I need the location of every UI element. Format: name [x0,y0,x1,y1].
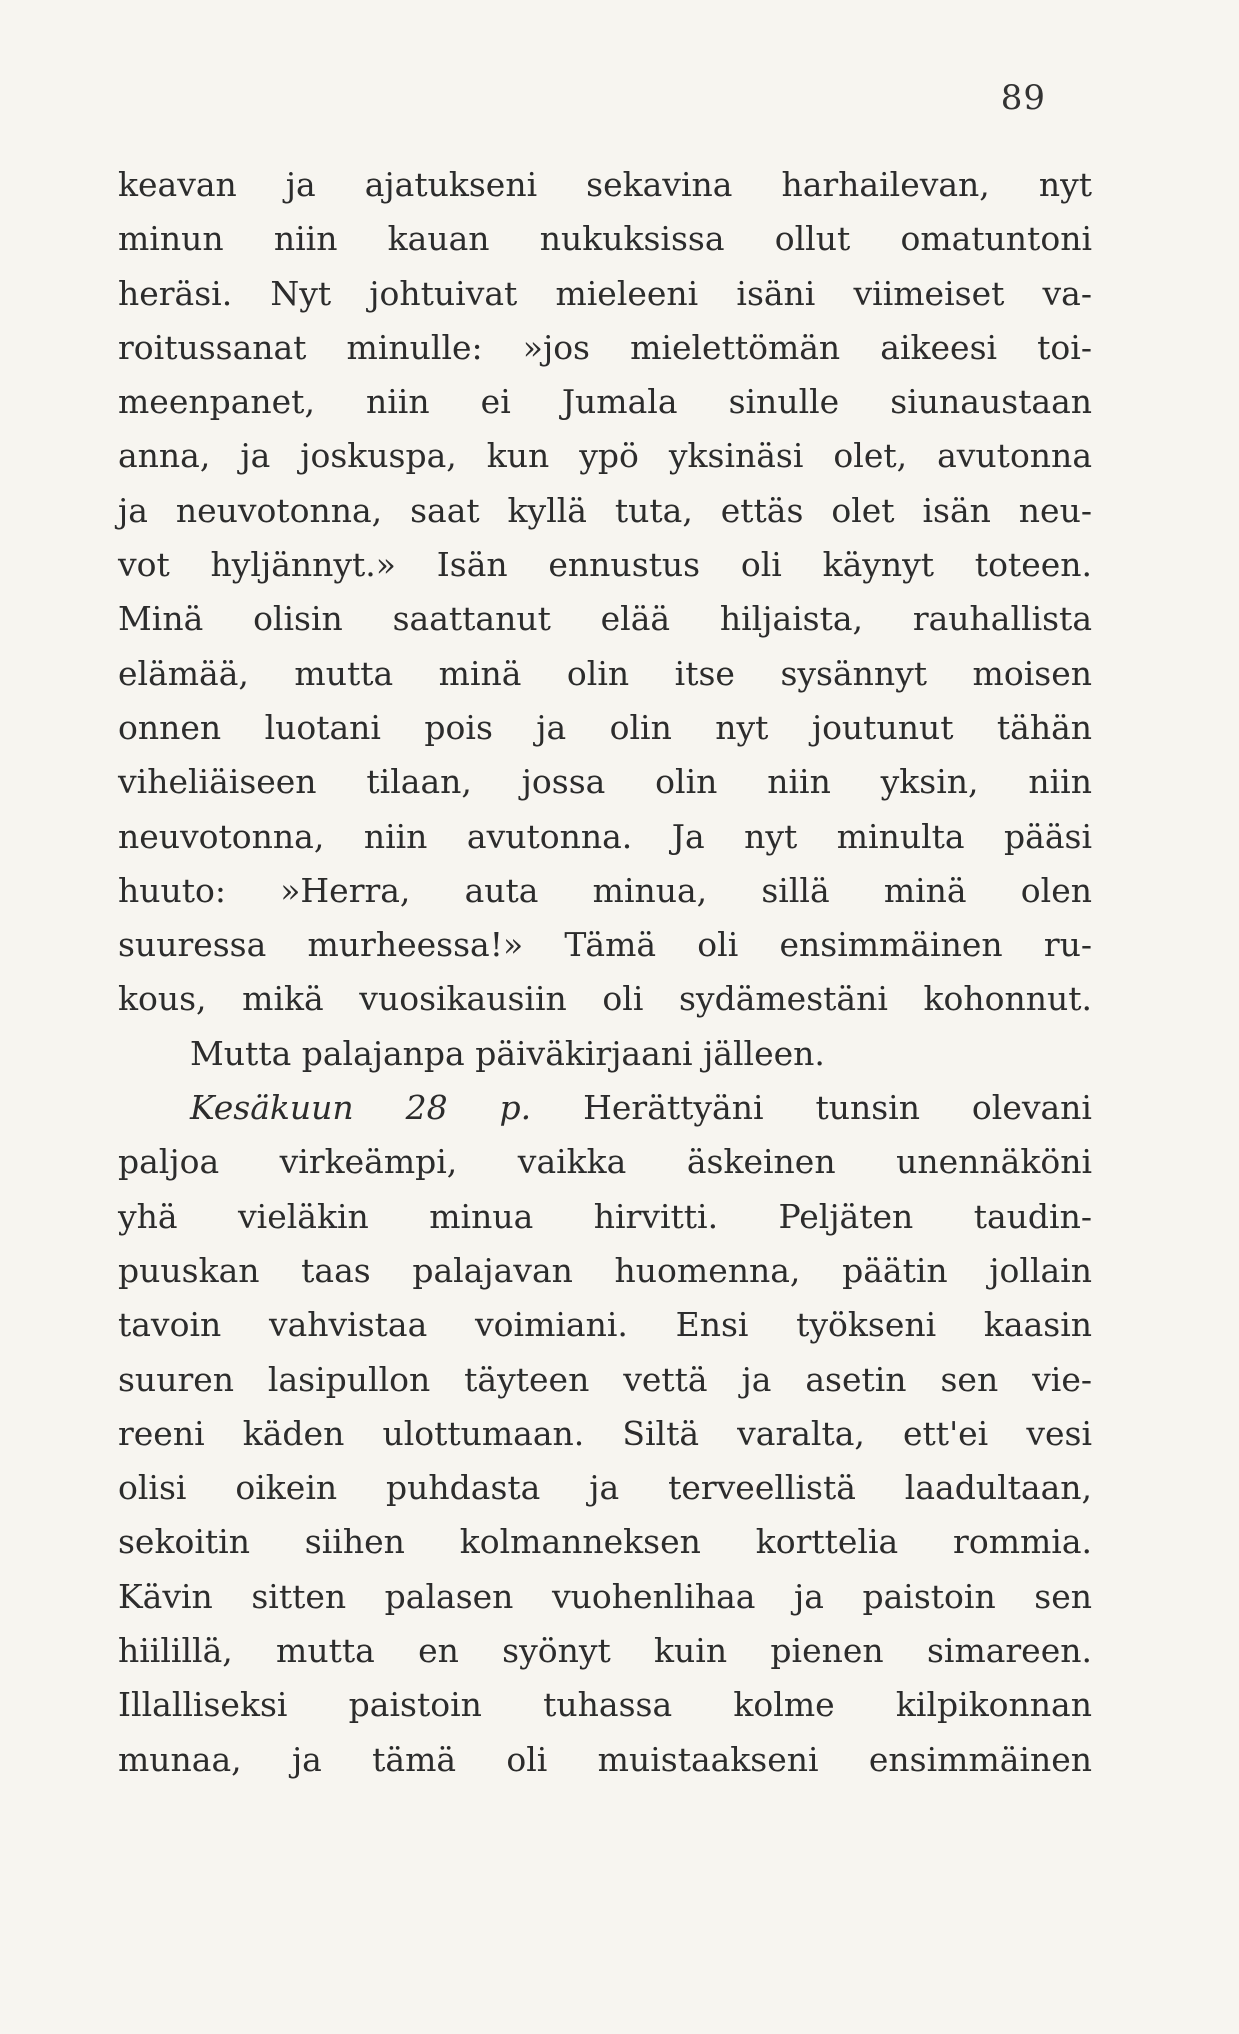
entry-date: Kesäkuun 28 p. [190,1088,532,1128]
text-line: paljoa virkeämpi, vaikka äskeinen unennäköni [118,1142,1092,1182]
text-line: elämää, mutta minä olin itse sysännyt moisen [118,653,1092,693]
text-line: puuskan taas palajavan huomenna, päätin jollain [118,1250,1092,1290]
text-line: suuressa murheessa!» Tämä oli ensimmäinen ru- [118,925,1092,965]
text-line: anna, ja joskuspa, kun ypö yksinäsi olet, avutonna [118,436,1092,476]
text-line: viheliäiseen tilaan, jossa olin niin yksin, niin [118,762,1092,802]
text-line: munaa, ja tämä oli muistaakseni ensimmäinen [118,1739,1092,1779]
text-line: vot hyljännyt.» Isän ennustus oli käynyt toteen. [118,545,1092,585]
text-line: ja neuvotonna, saat kyllä tuta, ettäs olet isän neu- [118,490,1092,530]
text-line: minun niin kauan nukuksissa ollut omatuntoni [118,219,1092,259]
text-line: hiilillä, mutta en syönyt kuin pienen simareen. [118,1631,1092,1671]
body-text [118,158,1092,1787]
text-line: meenpanet, niin ei Jumala sinulle siunaustaan [118,382,1092,422]
text-line: Illalliseksi paistoin tuhassa kolme kilpikonnan [118,1685,1092,1725]
text-line: heräsi. Nyt johtuivat mieleeni isäni viimeiset va- [118,273,1092,313]
text-line: olisi oikein puhdasta ja terveellistä laadultaan, [118,1468,1092,1508]
text-line: tavoin vahvistaa voimiani. Ensi työkseni kaasin [118,1305,1092,1345]
text-line: kous, mikä vuosikausiin oli sydämestäni kohonnut. [118,979,1092,1019]
text-line: reeni käden ulottumaan. Siltä varalta, ett'ei vesi [118,1413,1092,1453]
text-line: Kävin sitten palasen vuohenlihaa ja paistoin sen [118,1576,1092,1616]
text-line: suuren lasipullon täyteen vettä ja asetin sen vie- [118,1359,1092,1399]
page-number: 89 [1000,78,1046,118]
text-line: sekoitin siihen kolmanneksen korttelia rommia. [118,1522,1092,1562]
text-line: Mutta palajanpa päiväkirjaani jälleen. [190,1033,825,1073]
dated-entry-line [118,1081,1092,1135]
text-line: huuto: »Herra, auta minua, sillä minä olen [118,870,1092,910]
text-line: Minä olisin saattanut elää hiljaista, rauhallista [118,599,1092,639]
entry-text: Herättyäni tunsin olevani [583,1088,1092,1128]
text-line: roitussanat minulle: »jos mielettömän aikeesi toi- [118,327,1092,367]
text-line: yhä vieläkin minua hirvitti. Peljäten taudin- [118,1196,1092,1236]
text-line: onnen luotani pois ja olin nyt joutunut tähän [118,707,1092,747]
text-line: neuvotonna, niin avutonna. Ja nyt minulta pääsi [118,816,1092,856]
text-line: keavan ja ajatukseni sekavina harhailevan, nyt [118,165,1092,204]
